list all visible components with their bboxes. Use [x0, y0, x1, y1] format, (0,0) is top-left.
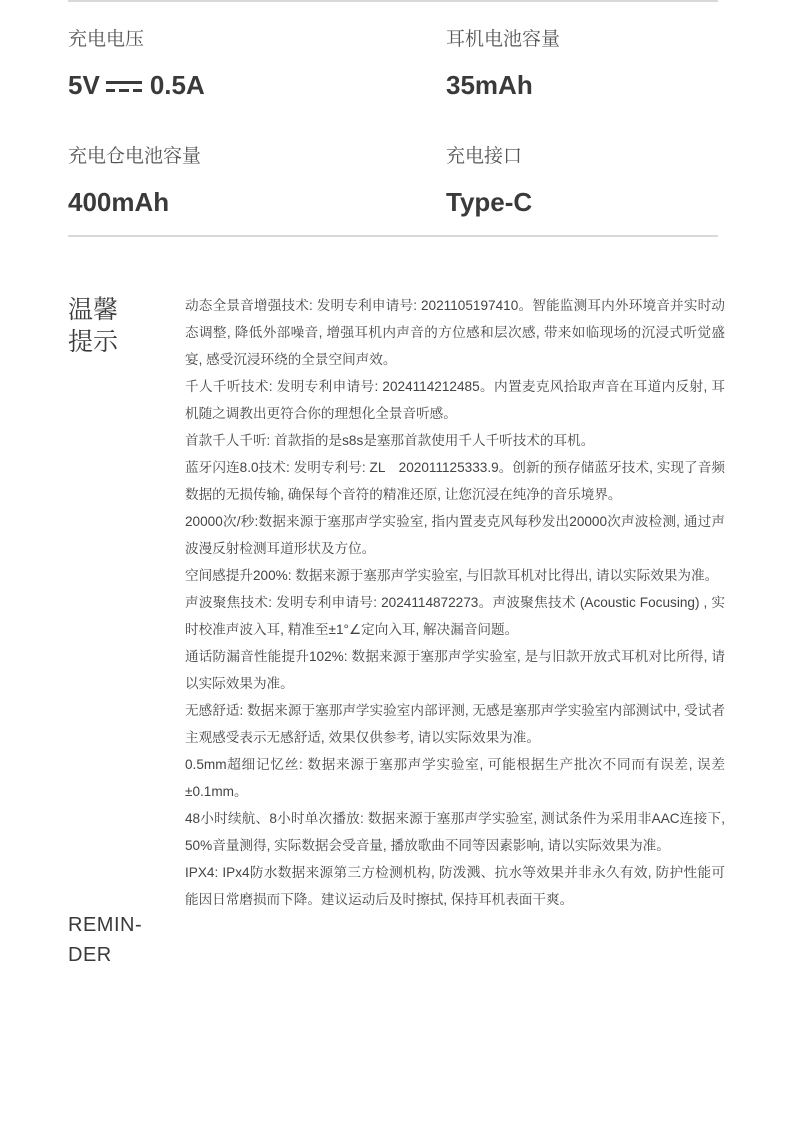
note-item: 动态全景音增强技术: 发明专利申请号: 2021105197410。智能监测耳内外环境音并实时动态调整, 降低外部噪音, 增强耳机内声音的方位感和层次感, 带来如临现场的沉浸式听觉盛宴, 感受沉浸环绕的全景空间声效。 — [185, 298, 725, 367]
note-item: IPX4: IPx4防水数据来源第三方检测机构, 防泼溅、抗水等效果并非永久有效, 防护性能可能因日常磨损而下降。建议运动后及时擦拭, 保持耳机表面干爽。 — [185, 865, 725, 907]
spec-value: Type-C — [446, 187, 533, 217]
note-item: 声波聚焦技术: 发明专利申请号: 2024114872273。声波聚焦技术 (Acoustic Focusing) , 实时校准声波入耳, 精准至±1°∠定向入耳, 解决漏音问题。 — [185, 595, 725, 637]
note-item: 通话防漏音性能提升102%: 数据来源于塞那声学实验室, 是与旧款开放式耳机对比所得, 请以实际效果为准。 — [185, 649, 725, 691]
spec-charging-port — [446, 145, 776, 217]
note-item: 空间感提升200%: 数据来源于塞那声学实验室, 与旧款耳机对比得出, 请以实际效果为准。 — [185, 568, 719, 583]
current-value: 0.5A — [149, 70, 205, 100]
dc-current-icon — [106, 70, 142, 100]
spec-earbud-battery — [446, 28, 776, 100]
spec-label: 充电电压 — [68, 29, 145, 50]
heading-line: 提示 — [68, 328, 119, 356]
spec-case-battery — [68, 145, 398, 217]
reminder-heading-cn — [68, 294, 148, 358]
top-divider — [68, 0, 718, 2]
note-item: 首款千人千听: 首款指的是s8s是塞那首款使用千人千听技术的耳机。 — [185, 433, 595, 448]
note-item: 千人千听技术: 发明专利申请号: 2024114212485。内置麦克风拾取声音在耳道内反射, 耳机随之调教出更符合你的理想化全景音听感。 — [185, 379, 725, 421]
spec-value: 400mAh — [68, 187, 170, 217]
spec-value: 35mAh — [446, 70, 533, 100]
reminder-notes — [185, 292, 725, 913]
note-item: 48小时续航、8小时单次播放: 数据来源于塞那声学实验室, 测试条件为采用非AAC连接下, 50%音量测得, 实际数据会受音量, 播放歌曲不同等因素影响, 请以实际效果为准。 — [185, 811, 725, 853]
heading-line: REMIN- — [68, 914, 143, 936]
spec-label: 充电接口 — [446, 146, 523, 167]
heading-line: DER — [68, 944, 112, 966]
heading-line: 温馨 — [68, 296, 119, 324]
spec-charging-voltage — [68, 28, 398, 100]
voltage-value: 5V — [68, 70, 100, 100]
bottom-divider — [68, 235, 718, 237]
reminder-heading-en — [68, 910, 168, 970]
spec-value — [68, 70, 398, 100]
spec-label: 充电仓电池容量 — [68, 146, 202, 167]
note-item: 蓝牙闪连8.0技术: 发明专利号: ZL 202011125333.9。创新的预存储蓝牙技术, 实现了音频数据的无损传输, 确保每个音符的精准还原, 让您沉浸在纯净的音乐境界。 — [185, 460, 725, 502]
note-item: 0.5mm超细记忆丝: 数据来源于塞那声学实验室, 可能根据生产批次不同而有误差, 误差±0.1mm。 — [185, 757, 725, 799]
note-item: 20000次/秒:数据来源于塞那声学实验室, 指内置麦克风每秒发出20000次声波检测, 通过声波漫反射检测耳道形状及方位。 — [185, 514, 725, 556]
note-item: 无感舒适: 数据来源于塞那声学实验室内部评测, 无感是塞那声学实验室内部测试中, 受试者主观感受表示无感舒适, 效果仅供参考, 请以实际效果为准。 — [185, 703, 725, 745]
spec-label: 耳机电池容量 — [446, 29, 561, 50]
